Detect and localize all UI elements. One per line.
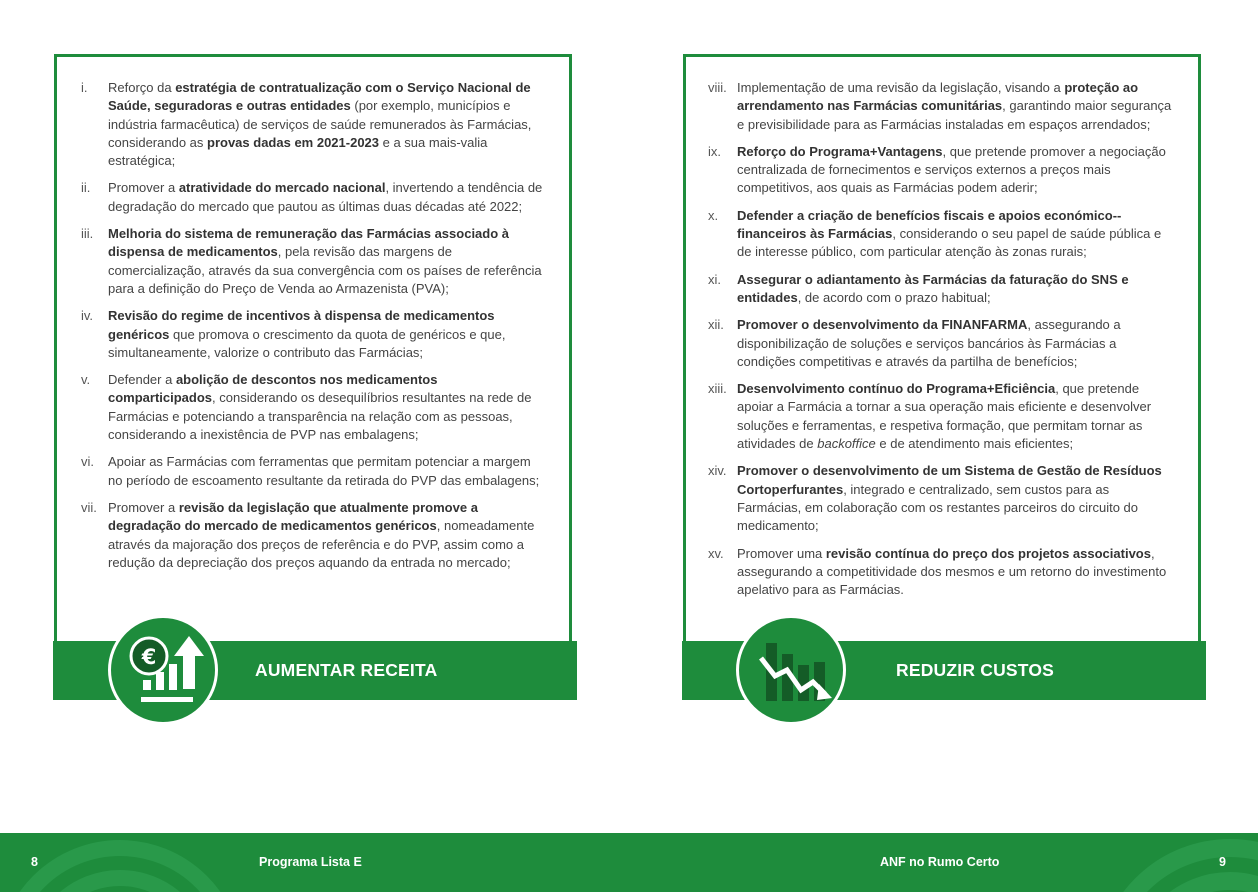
list-item-text	[108, 307, 545, 362]
list-item-number: vi.	[81, 454, 94, 470]
list-item	[81, 453, 545, 490]
left-document-title: Programa Lista E	[259, 855, 362, 869]
emphasis-text: proteção ao arrendamento nas Farmácias comunitárias	[737, 80, 1139, 114]
text-fragment: e de atendimento mais eficientes;	[875, 436, 1074, 452]
text-fragment: Promover uma	[737, 545, 826, 561]
text-fragment: Implementação de uma revisão da legislação, visando a	[737, 80, 1065, 95]
emphasis-text: abolição de descontos nos medicamentos comparticipados	[108, 372, 438, 406]
list-item	[708, 79, 1176, 134]
list-item-text	[737, 545, 1176, 600]
list-item	[708, 380, 1176, 453]
left-page-number: 8	[31, 855, 38, 869]
text-fragment: , considerando os desequilíbrios resultantes na rede de Farmácias e potenciando a transparência na relação com as pessoas, considerando a inexistência de PVP nas embalagens;	[108, 390, 532, 443]
emphasis-text: Promover o desenvolvimento de um Sistema de Gestão de Resíduos Cortoperfurantes	[737, 463, 1162, 497]
emphasis-text: Revisão do regime de incentivos à dispensa de medicamentos genéricos	[108, 308, 495, 342]
list-item-number: x.	[708, 207, 719, 223]
list-item-text	[108, 371, 545, 444]
list-item-number: viii.	[708, 80, 727, 95]
emphasis-text: Promover o desenvolvimento da FINANFARMA	[737, 317, 1028, 333]
banner-label: AUMENTAR RECEITA	[255, 660, 438, 680]
text-fragment: que promova o crescimento da quota de genéricos e que, simultaneamente, valorize o contributo das Farmácias;	[108, 326, 506, 360]
list-item	[81, 307, 545, 362]
text-fragment: , nomeadamente através da majoração dos preços de referência e do PVP, assim como a redução da depreciação dos preços aquando da entrada no mercado;	[108, 518, 535, 570]
list-item-number: xiii.	[708, 381, 727, 397]
list-item-text	[108, 453, 545, 490]
list-item	[708, 271, 1176, 308]
list-item-number: vii.	[81, 499, 97, 515]
list-item	[81, 225, 545, 298]
page-footer	[0, 833, 1258, 892]
text-fragment: , integrado e centralizado, sem custos para as Farmácias, em colaboração com os restantes parceiros do circuito do medicamento;	[737, 481, 1139, 534]
right-content-panel	[683, 54, 1201, 642]
emphasis-text: estratégia de contratualização com o Serviço Nacional de Saúde, seguradoras e outras entidades	[108, 80, 531, 114]
list-item	[708, 316, 1176, 371]
emphasis-text: Defender a criação de benefícios fiscais e apoios económico--financeiros às Farmácias	[737, 207, 1122, 242]
list-item-number: xiv.	[708, 463, 727, 479]
list-item-number: ii.	[81, 180, 91, 196]
left-item-list	[57, 57, 569, 572]
list-item-text	[108, 225, 545, 298]
list-item-text	[737, 316, 1176, 371]
list-item-text	[108, 499, 545, 572]
list-item-text	[108, 79, 545, 170]
euro-growth-chart-icon	[108, 615, 218, 725]
text-fragment: , invertendo a tendência de degradação do mercado que pautou as últimas duas décadas até 2022;	[108, 180, 543, 214]
list-item-text	[737, 207, 1176, 262]
list-item-text	[737, 143, 1176, 198]
list-item-number: iv.	[81, 308, 94, 324]
text-fragment: e a sua mais-valia estratégica;	[108, 134, 488, 169]
emphasis-text: Desenvolvimento contínuo do Programa+Eficiência	[737, 381, 1056, 397]
right-item-list	[686, 57, 1198, 599]
text-fragment: , assegurando a competitividade dos mesmos e um retorno do investimento apelativo para as Farmácias.	[737, 545, 1167, 598]
text-fragment: , de acordo com o prazo habitual;	[797, 289, 991, 305]
emphasis-text: Reforço do Programa+Vantagens	[737, 143, 943, 159]
italic-text: backoffice	[817, 436, 876, 452]
list-item	[81, 371, 545, 444]
emphasis-text: provas dadas em 2021-2023	[207, 134, 380, 150]
list-item	[81, 499, 545, 572]
list-item-text	[737, 380, 1176, 453]
emphasis-text: Assegurar o adiantamento às Farmácias da faturação do SNS e entidades	[737, 271, 1129, 305]
text-fragment: Promover a	[108, 499, 179, 515]
right-document-title: ANF no Rumo Certo	[880, 855, 1000, 869]
text-fragment: Reforço da	[108, 80, 176, 95]
text-fragment: , assegurando a disponibilização de soluções e serviços bancários às Farmácias a condições competitivas e através da partilha de benefícios;	[737, 317, 1121, 369]
list-item-number: xii.	[708, 317, 724, 333]
emphasis-text: atratividade do mercado nacional	[178, 180, 386, 196]
text-fragment: Promover a	[108, 180, 179, 196]
list-item-number: xi.	[708, 271, 721, 287]
text-fragment: Apoiar as Farmácias com ferramentas que permitam potenciar a margem no período de escoamento resultante da retirada do PVP das embalagens;	[108, 454, 540, 488]
list-item-number: iii.	[81, 226, 94, 242]
list-item	[708, 545, 1176, 600]
text-fragment: , considerando o seu papel de saúde pública e de interesse público, com particular atenção às zonas rurais;	[737, 226, 1162, 260]
list-item-text	[737, 462, 1176, 535]
euro-glyph: €	[141, 645, 157, 669]
list-item-number: ix.	[708, 143, 721, 159]
list-item-text	[737, 79, 1176, 134]
list-item-number: i.	[81, 80, 88, 95]
list-item	[708, 207, 1176, 262]
text-fragment: Defender a	[108, 372, 176, 388]
text-fragment: , que pretende apoiar a Farmácia a tornar a sua operação mais eficiente e desenvolver soluções e ferramentas, e respetiva formação, que permitam tornar as atividades de	[737, 381, 1152, 452]
list-item	[708, 462, 1176, 535]
emphasis-text: revisão contínua do preço dos projetos associativos	[825, 545, 1151, 561]
right-page-number: 9	[1219, 855, 1226, 869]
text-fragment: , garantindo maior segurança e previsibilidade para as Farmácias instaladas em espaços arrendados;	[737, 98, 1172, 132]
text-fragment: (por exemplo, municípios e indústria farmacêutica) de serviços de saúde remunerados às Farmácias, considerando as	[108, 98, 532, 150]
emphasis-text: Melhoria do sistema de remuneração das Farmácias associado à dispensa de medicamentos	[108, 226, 510, 260]
list-item	[81, 179, 545, 216]
footer-decoration	[0, 833, 1258, 892]
text-fragment: , que pretende promover a negociação centralizada de fornecimentos e serviços externos a preços mais competitivos, aos quais as Farmácias podem aderir;	[737, 143, 1166, 196]
banner-label: REDUZIR CUSTOS	[896, 660, 1055, 680]
list-item-text	[737, 271, 1176, 308]
declining-chart-icon	[736, 615, 846, 725]
list-item	[708, 143, 1176, 198]
text-fragment: , pela revisão das margens de comercialização, através da sua convergência com os países de referência para a definição do Preço de Venda ao Armazenista (PVA);	[108, 244, 542, 296]
left-content-panel	[54, 54, 572, 642]
list-item-number: v.	[81, 372, 91, 388]
emphasis-text: revisão da legislação que atualmente promove a degradação do mercado de medicamentos genéricos	[108, 499, 478, 534]
list-item-number: xv.	[708, 545, 724, 561]
list-item-text	[108, 179, 545, 216]
list-item	[81, 79, 545, 170]
